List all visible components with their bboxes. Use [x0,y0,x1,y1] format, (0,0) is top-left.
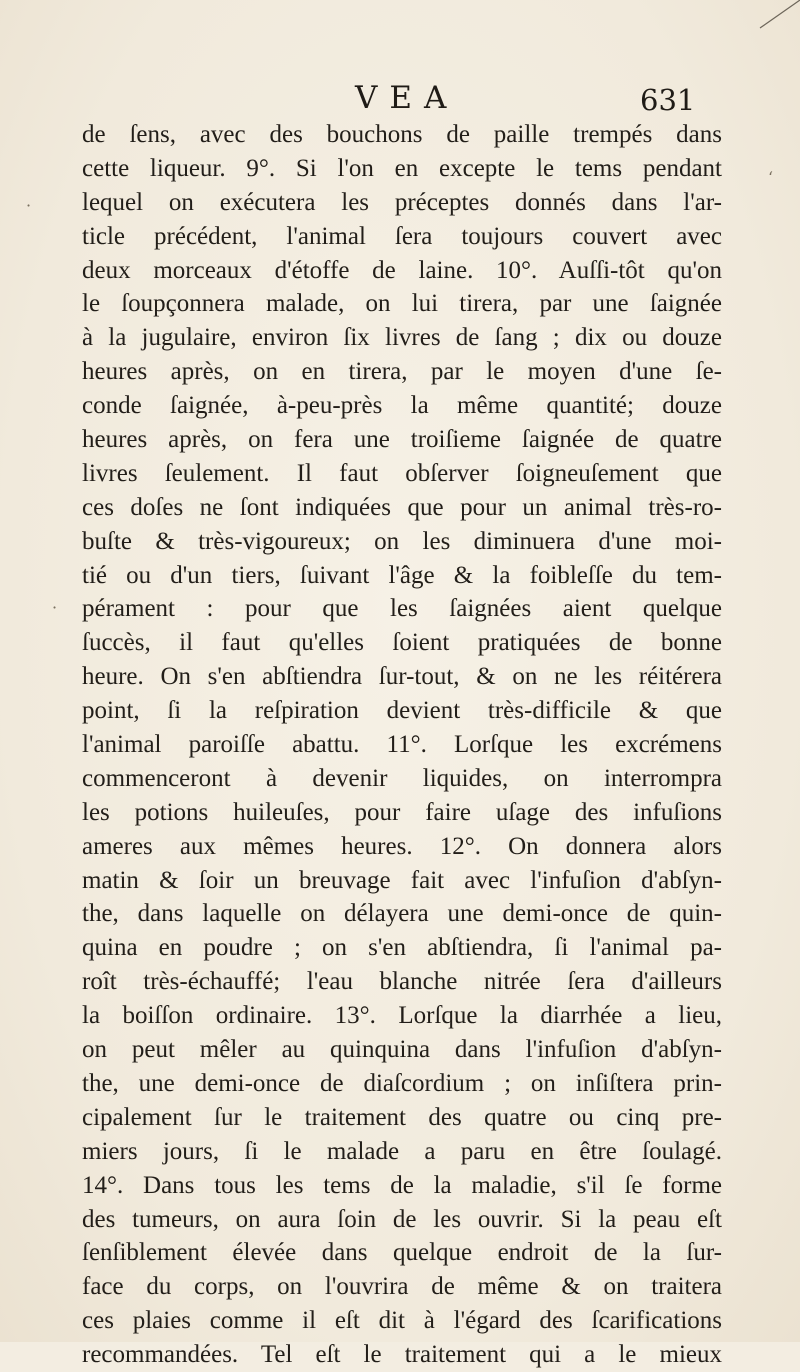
text-line: recommandées. Tel eſt le traitement qui a le mieux [82,1341,722,1369]
text-line: on peut mêler au quinquina dans l'infuſion d'abſyn- [82,1036,722,1064]
text-line: quina en poudre ; on s'en abſtiendra, ſi l'animal pa- [82,934,722,962]
text-line: lequel on exécutera les préceptes donnés dans l'ar- [82,188,722,216]
text-line: commenceront à devenir liquides, on interrompra [82,764,722,792]
text-line: face du corps, on l'ouvrira de même & on traitera [82,1273,722,1301]
page-number: 631 [640,83,696,117]
text-line: miers jours, ſi le malade a paru en être ſoulagé. [82,1137,722,1165]
text-line: 14°. Dans tous les tems de la maladie, s'il ſe forme [82,1171,722,1199]
text-line: heure. On s'en abſtiendra ſur-tout, & on ne les réitérera [82,663,722,691]
text-line: cette liqueur. 9°. Si l'on en excepte le tems pendant [82,154,722,182]
text-line: deux morceaux d'étoffe de laine. 10°. Auſſi-tôt qu'on [82,256,722,284]
page-header [0,76,800,120]
margin-speck: ‘ [768,168,774,187]
text-line: pérament : pour que les ſaignées aient quelque [82,595,722,623]
text-line: roît très-échauffé; l'eau blanche nitrée ſera d'ailleurs [82,968,722,996]
text-line: l'animal paroiſſe abattu. 11°. Lorſque les excrémens [82,731,722,759]
text-line: point, ſi la reſpiration devient très-difficile & que [82,697,722,725]
text-line: ameres aux mêmes heures. 12°. On donnera alors [82,832,722,860]
margin-speck: · [52,598,58,617]
text-line: livres ſeulement. Il faut obſerver ſoigneuſement que [82,459,722,487]
text-line: ces doſes ne ſont indiquées que pour un animal très-ro- [82,493,722,521]
text-line: ſuccès, il faut qu'elles ſoient pratiquées de bonne [82,629,722,657]
text-line: heures après, on en tirera, par le moyen d'une ſe- [82,358,722,386]
text-line: ces plaies comme il eſt dit à l'égard des ſcarifications [82,1307,722,1335]
text-line: buſte & très-vigoureux; on les diminuera d'une moi- [82,527,722,555]
text-line: ſenſiblement élevée dans quelque endroit de la ſur- [82,1239,722,1267]
page-corner-line [740,0,800,30]
text-line: le ſoupçonnera malade, on lui tirera, par une ſaignée [82,290,722,318]
text-line: matin & ſoir un breuvage fait avec l'infuſion d'abſyn- [82,866,722,894]
running-head: VEA [355,80,459,116]
text-line: de ſens, avec des bouchons de paille trempés dans [82,121,722,148]
text-line: cipalement ſur le traitement des quatre ou cinq pre- [82,1103,722,1131]
text-line: tié ou d'un tiers, ſuivant l'âge & la foibleſſe du tem- [82,561,722,589]
text-line: heures après, on fera une troiſieme ſaignée de quatre [82,426,722,454]
text-line: la boiſſon ordinaire. 13°. Lorſque la diarrhée a lieu, [82,1002,722,1030]
text-line: les potions huileuſes, pour faire uſage des infuſions [82,798,722,826]
text-line: the, une demi-once de diaſcordium ; on inſiſtera prin- [82,1069,722,1097]
text-line: ticle précédent, l'animal ſera toujours couvert avec [82,222,722,250]
body-text [82,118,722,1372]
text-line: des tumeurs, on aura ſoin de les ouvrir. Si la peau eſt [82,1205,722,1233]
text-line: à la jugulaire, environ ſix livres de ſang ; dix ou douze [82,324,722,352]
margin-speck: · [26,196,32,215]
text-line: conde ſaignée, à-peu-près la même quantité; douze [82,392,722,420]
text-line: the, dans laquelle on délayera une demi-once de quin- [82,900,722,928]
